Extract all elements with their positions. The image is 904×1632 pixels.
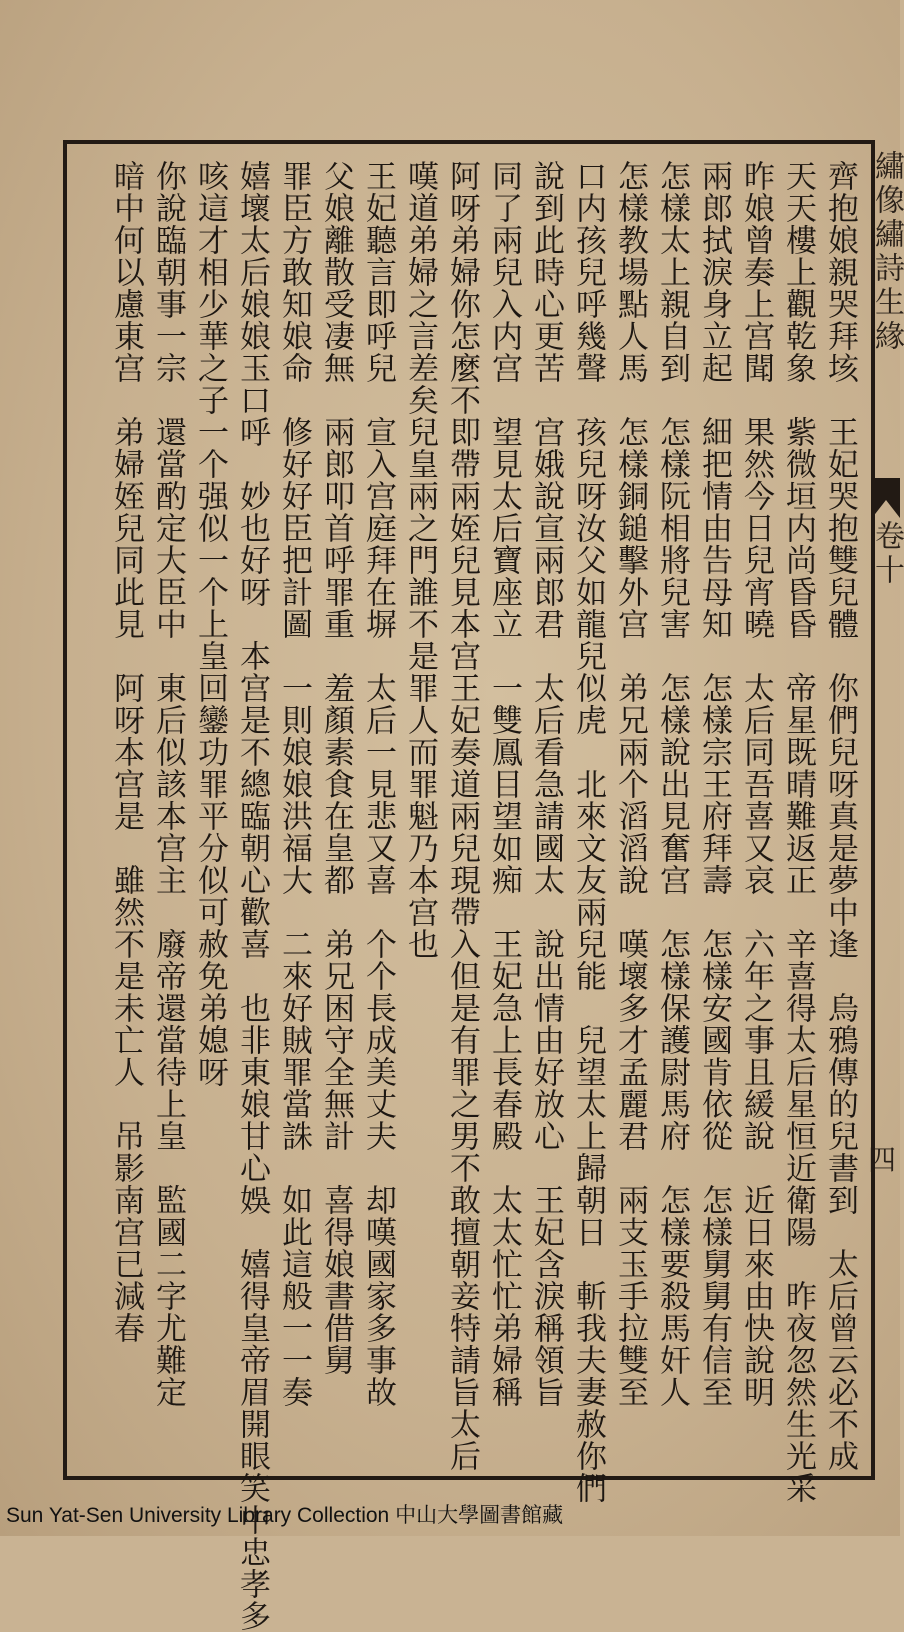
text-column: 怎樣教場點人馬 怎樣銅鎚擊外宫 弟兄兩个滔滔說 嘆壞多才孟麗君 兩支玉手拉雙至: [612, 160, 648, 1408]
margin-book-title: 繡像繡詩生緣: [869, 150, 904, 354]
text-column: 怎樣太上親自到 怎樣阮相將兒害 怎樣說出見奮宫 怎樣保護尉馬府 怎樣要殺馬奸人: [654, 160, 690, 1408]
text-column: 王妃聽言即呼兒 宣入宫庭拜在塀 太后一見悲又喜 个个長成美丈夫 却嘆國家多事故: [360, 160, 396, 1408]
text-column: 咳這才相少華之子一个强似一个上皇回鑾功罪平分似可赦免弟媳呀: [192, 160, 228, 1088]
text-column: 口内孩兒呼幾聲 孩兒呀汝父如龍兒似虎 北來文友兩兒能 兒望太上歸朝日 斬我夫妻赦你們: [570, 160, 606, 1504]
text-column: 嘆道弟婦之言差矣兒皇兩之門誰不是罪人而罪魁乃本宫也: [402, 160, 438, 960]
text-column: 昨娘曾奏上宫聞 果然今日兒宵曉 太后同吾喜又哀 六年之事且緩說 近日來由快說明: [738, 160, 774, 1408]
text-column: 說到此時心更苦 宫娥說宣兩郎君 太后看急請國太 說出情由好放心 王妃含淚稱領旨: [528, 160, 564, 1408]
text-column: 天天樓上觀乾象 紫微垣内尚昏昏 帝星既晴難返正 辛喜得太后星恒近衛陽 昨夜忽然生光采: [780, 160, 816, 1504]
margin-leaf-number: 四: [864, 1145, 897, 1173]
library-credit: Sun Yat-Sen University Library Collection 中山大學圖書館藏: [6, 1504, 564, 1527]
text-column: 齊抱娘親哭拜垓 王妃哭抱雙兒體 你們兒呀真是夢中逢 烏鴉傳的兒書到 太后曾云必不成: [822, 160, 858, 1472]
text-column: 罪臣方敢知娘命 修好好臣把計圖 一則娘娘洪福大 二來好賊罪當誅 如此這般一一奏: [276, 160, 312, 1408]
text-column: 你說臨朝事一宗 還當酌定大臣中 東后似該本宫主 廢帝還當待上皇 監國二字尤難定: [150, 160, 186, 1408]
text-column: 暗中何以慮東宫 弟婦姪兒同此見 阿呀本宫是 雖然不是未亡人 吊影南宫已減春: [108, 160, 144, 1344]
text-column: 同了兩兒入内宫 望見太后寶座立 一雙鳳目望如痴 王妃急上長春殿 太太忙忙弟婦稱: [486, 160, 522, 1408]
margin-volume: 卷十: [869, 520, 904, 588]
text-column: 兩郎拭淚身立起 細把情由告母知 怎樣宗王府拜壽 怎樣安國肯依從 怎樣舅舅有信至: [696, 160, 732, 1408]
text-column: 阿呀弟婦你怎麼不即帶兩姪兒見本宫王妃奏道兩兒現帶入但是有罪之男不敢擅朝妾特請旨太后: [444, 160, 480, 1472]
text-column: 父娘離散受凄無 兩郎叩首呼罪重 羞顏素食在皇都 弟兄困守全無計 喜得娘書借舅: [318, 160, 354, 1376]
text-column: 嬉壞太后娘娘玉口呼 妙也好呀 本宫是不總臨朝心歡喜 也非東娘甘心娛 嬉得皇帝眉開眼笑中忠孝多: [234, 160, 270, 1632]
